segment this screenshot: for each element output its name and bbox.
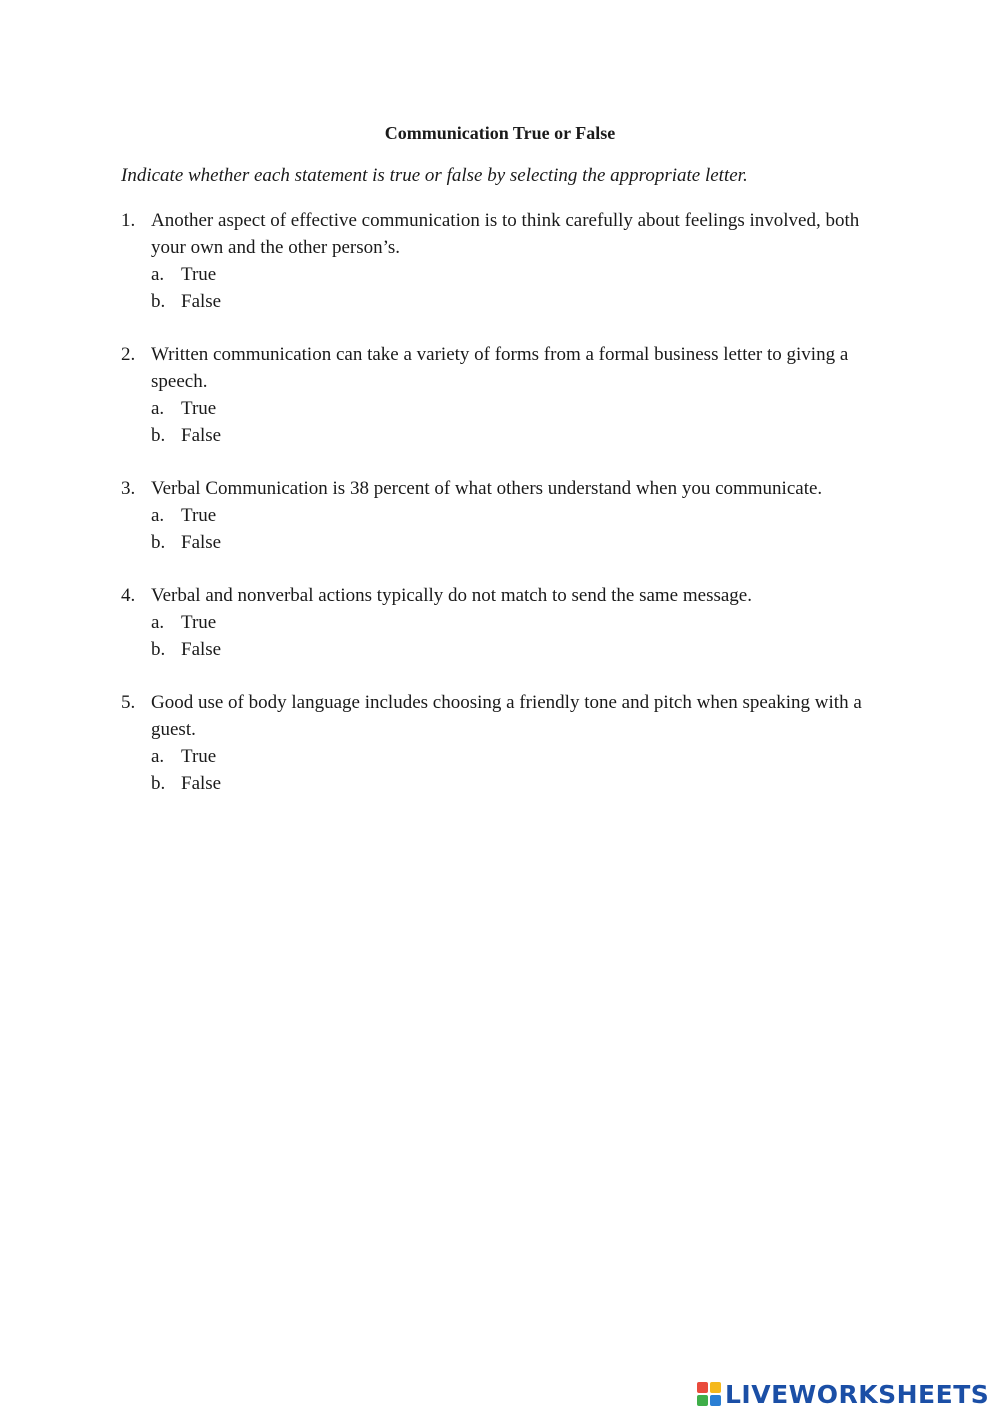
option-true[interactable] bbox=[151, 261, 891, 288]
option-label: True bbox=[181, 398, 217, 419]
question-4 bbox=[121, 582, 891, 663]
logo-tile bbox=[710, 1382, 721, 1393]
question-number: 5. bbox=[121, 692, 136, 713]
option-letter: b. bbox=[151, 773, 166, 794]
option-letter: b. bbox=[151, 639, 166, 660]
brand-name: LIVEWORKSHEETS bbox=[725, 1379, 990, 1409]
option-letter: a. bbox=[151, 398, 165, 419]
liveworksheets-brand bbox=[697, 1377, 989, 1411]
question-number: 4. bbox=[121, 585, 136, 606]
question-2 bbox=[121, 341, 891, 449]
option-false[interactable] bbox=[151, 770, 891, 797]
logo-tile bbox=[710, 1395, 721, 1406]
liveworksheets-logo-icon bbox=[697, 1382, 721, 1406]
logo-tile bbox=[697, 1395, 708, 1406]
question-5 bbox=[121, 689, 891, 797]
option-letter: a. bbox=[151, 264, 165, 285]
option-label: False bbox=[181, 532, 222, 553]
question-text: Good use of body language includes choosing a friendly tone and pitch when speaking with a guest. bbox=[151, 692, 862, 740]
page-title: Communication True or False bbox=[384, 123, 616, 143]
option-true[interactable] bbox=[151, 743, 891, 770]
question-number: 1. bbox=[121, 210, 136, 231]
option-false[interactable] bbox=[151, 636, 891, 663]
option-letter: b. bbox=[151, 532, 166, 553]
option-false[interactable] bbox=[151, 422, 891, 449]
option-letter: a. bbox=[151, 505, 165, 526]
option-true[interactable] bbox=[151, 395, 891, 422]
question-number: 3. bbox=[121, 478, 136, 499]
instructions: Indicate whether each statement is true or false by selecting the appropriate letter. bbox=[121, 165, 748, 186]
question-3 bbox=[121, 475, 891, 556]
option-letter: a. bbox=[151, 612, 165, 633]
option-true[interactable] bbox=[151, 502, 891, 529]
option-label: False bbox=[181, 773, 222, 794]
question-text: Another aspect of effective communication is to think carefully about feelings involved, both your own and the other person’s. bbox=[151, 210, 860, 258]
question-list bbox=[121, 207, 891, 823]
option-label: False bbox=[181, 425, 222, 446]
option-true[interactable] bbox=[151, 609, 891, 636]
option-false[interactable] bbox=[151, 288, 891, 315]
option-label: True bbox=[181, 505, 217, 526]
option-label: True bbox=[181, 264, 217, 285]
question-text: Verbal Communication is 38 percent of what others understand when you communicate. bbox=[151, 478, 823, 499]
logo-tile bbox=[697, 1382, 708, 1393]
option-false[interactable] bbox=[151, 529, 891, 556]
option-letter: a. bbox=[151, 746, 165, 767]
question-1 bbox=[121, 207, 891, 315]
option-label: False bbox=[181, 291, 222, 312]
option-label: False bbox=[181, 639, 222, 660]
option-label: True bbox=[181, 746, 217, 767]
question-text: Written communication can take a variety of forms from a formal business letter to giving a speech. bbox=[151, 344, 849, 392]
question-number: 2. bbox=[121, 344, 136, 365]
option-label: True bbox=[181, 612, 217, 633]
option-letter: b. bbox=[151, 425, 166, 446]
option-letter: b. bbox=[151, 291, 166, 312]
question-text: Verbal and nonverbal actions typically do not match to send the same message. bbox=[151, 585, 752, 606]
